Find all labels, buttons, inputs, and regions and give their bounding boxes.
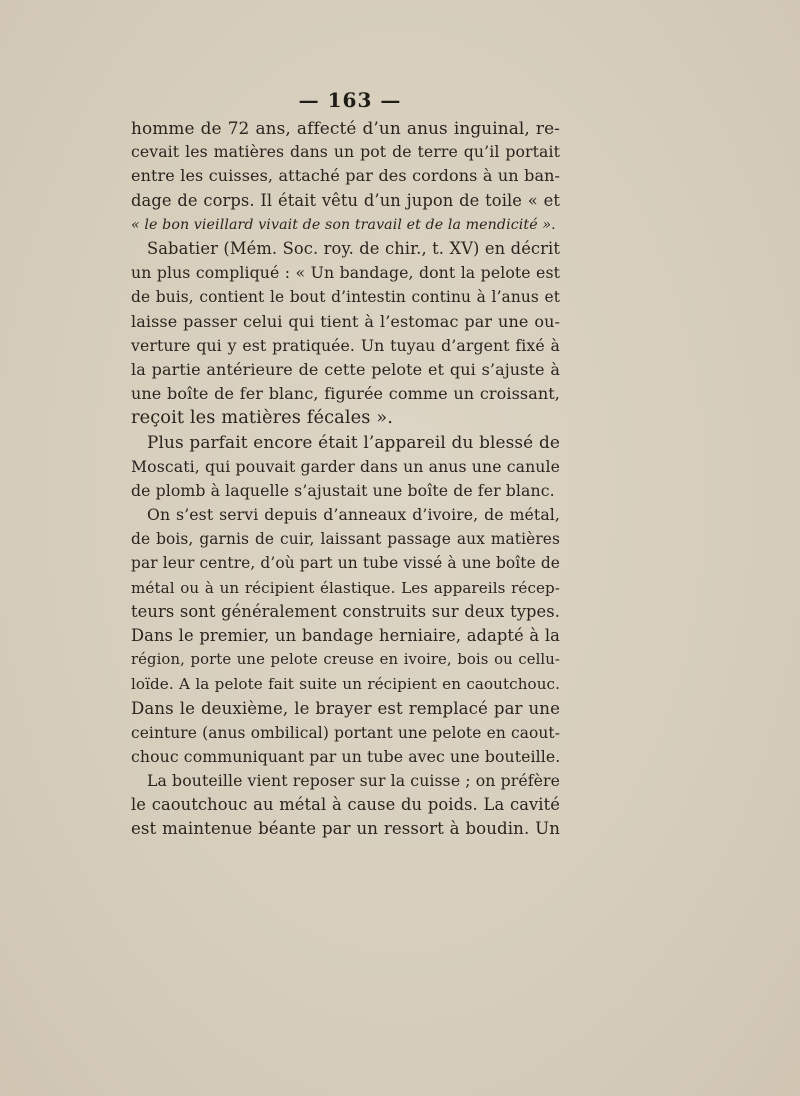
- text-line: la partie antérieure de cette pelote et qui s’ajuste à: [131, 359, 560, 379]
- text-line: de plomb à laquelle s’ajustait une boîte de fer blanc.: [131, 480, 555, 500]
- text-line: On s’est servi depuis d’anneaux d’ivoire, de métal,: [147, 505, 560, 524]
- text-line: une boîte de fer blanc, figurée comme un croissant,: [131, 384, 560, 404]
- text-line: métal ou à un récipient élastique. Les appareils récep-: [131, 578, 560, 597]
- text-line: reçoit les matières fécales ».: [131, 407, 393, 429]
- text-line: homme de 72 ans, affecté d’un anus inguinal, re-: [131, 118, 560, 138]
- text-line: Dans le premier, un bandage herniaire, adapté à la: [131, 625, 560, 645]
- text-line: cevait les matières dans un pot de terre qu’il portait: [131, 142, 560, 162]
- text-line: entre les cuisses, attaché par des cordons à un ban-: [131, 166, 560, 186]
- text-line: par leur centre, d’où part un tube vissé à une boîte de: [131, 554, 560, 573]
- page-number: — 163 —: [298, 88, 402, 112]
- text-line: le caoutchouc au métal à cause du poids. La cavité: [131, 795, 560, 815]
- text-line: Dans le deuxième, le brayer est remplacé par une: [131, 698, 560, 718]
- text-line: ceinture (anus ombilical) portant une pelote en caout-: [131, 723, 560, 742]
- text-line: est maintenue béante par un ressort à boudin. Un: [131, 819, 560, 839]
- text-line: teurs sont généralement construits sur deux types.: [131, 601, 560, 621]
- body-text: [131, 116, 560, 842]
- text-line: de bois, garnis de cuir, laissant passage aux matières: [131, 530, 560, 549]
- text-line: dage de corps. Il était vêtu d’un jupon de toile « et: [131, 190, 560, 210]
- text-line: « le bon vieillard vivait de son travail et de la mendicité ».: [131, 216, 556, 233]
- text-line: La bouteille vient reposer sur la cuisse ; on préfère: [147, 771, 560, 791]
- text-line: verture qui y est pratiquée. Un tuyau d’argent fixé à: [131, 335, 560, 355]
- text-line: Sabatier (Mém. Soc. roy. de chir., t. XV) en décrit: [147, 238, 560, 258]
- text-line: Moscati, qui pouvait garder dans un anus une canule: [131, 456, 560, 476]
- text-line: un plus compliqué : « Un bandage, dont la pelote est: [131, 263, 560, 283]
- text-line: laisse passer celui qui tient à l’estomac par une ou-: [131, 311, 560, 331]
- text-line: loïde. A la pelote fait suite un récipient en caoutchouc.: [131, 675, 560, 694]
- text-line: chouc communiquant par un tube avec une bouteille.: [131, 746, 561, 766]
- text-line: de buis, contient le bout d’intestin continu à l’anus et: [131, 288, 560, 307]
- text-line: Plus parfait encore était l’appareil du blessé de: [147, 432, 560, 453]
- text-line: région, porte une pelote creuse en ivoire, bois ou cellu-: [131, 651, 560, 669]
